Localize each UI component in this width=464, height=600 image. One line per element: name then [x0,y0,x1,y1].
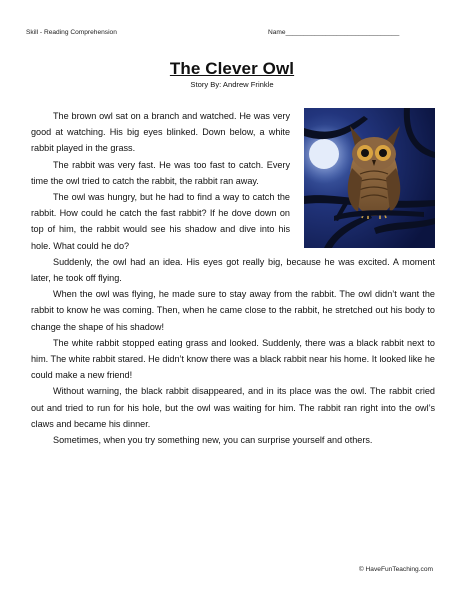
story-paragraph-3: The owl was hungry, but he had to find a way to catch the rabbit. How could he catch the fast rabbit? If he dove down on top of him, the rabbit would see his shadow and dive into his hole. What could he do? [31,192,290,251]
story-paragraph-8: Sometimes, when you try something new, you can surprise yourself and others. [53,435,373,446]
story-title: The Clever Owl [169,59,295,78]
skill-label: Skill - Reading Comprehension [26,29,117,36]
story-paragraph-2: The rabbit was very fast. He was too fast to catch. Every time the owl tried to catch the rabbit, the rabbit ran away. [31,159,290,186]
owl-illustration [304,108,435,248]
story-paragraph-5: When the owl was flying, he made sure to stay away from the rabbit. The owl didn’t want the rabbit to know he was coming. Then, when he came close to the rabbit, he stretched out his body to change the shape of his shadow! [31,289,435,332]
story-paragraph-4: Suddenly, the owl had an idea. His eyes got really big, because he was excited. A moment later, he took off flying. [31,256,435,284]
owl-at-night-icon [304,108,435,248]
story-byline: Story By: Andrew Frinkle [190,80,274,89]
story-paragraph-6: The white rabbit stopped eating grass and looked. Suddenly, there was a black rabbit next to him. The white rabbit stared. He didn’t know there was a black rabbit near his home. It looked like he could make a new friend! [31,337,435,381]
copyright-footer: © HaveFunTeaching.com [358,566,433,573]
story-paragraph-1: The brown owl sat on a branch and watched. He was very good at watching. His big eyes blinked. Down below, a white rabbit played in the grass. [31,111,290,154]
story-text [31,108,435,448]
name-line: Name_______________________________ [268,29,400,36]
story-paragraph-7: Without warning, the black rabbit disappeared, and in its place was the owl. The rabbit cried out and tried to run for his hole, but the owl was waiting for him. The rabbit ran right into the owl’s claws and became his dinner. [31,386,435,429]
worksheet-header [26,29,438,39]
